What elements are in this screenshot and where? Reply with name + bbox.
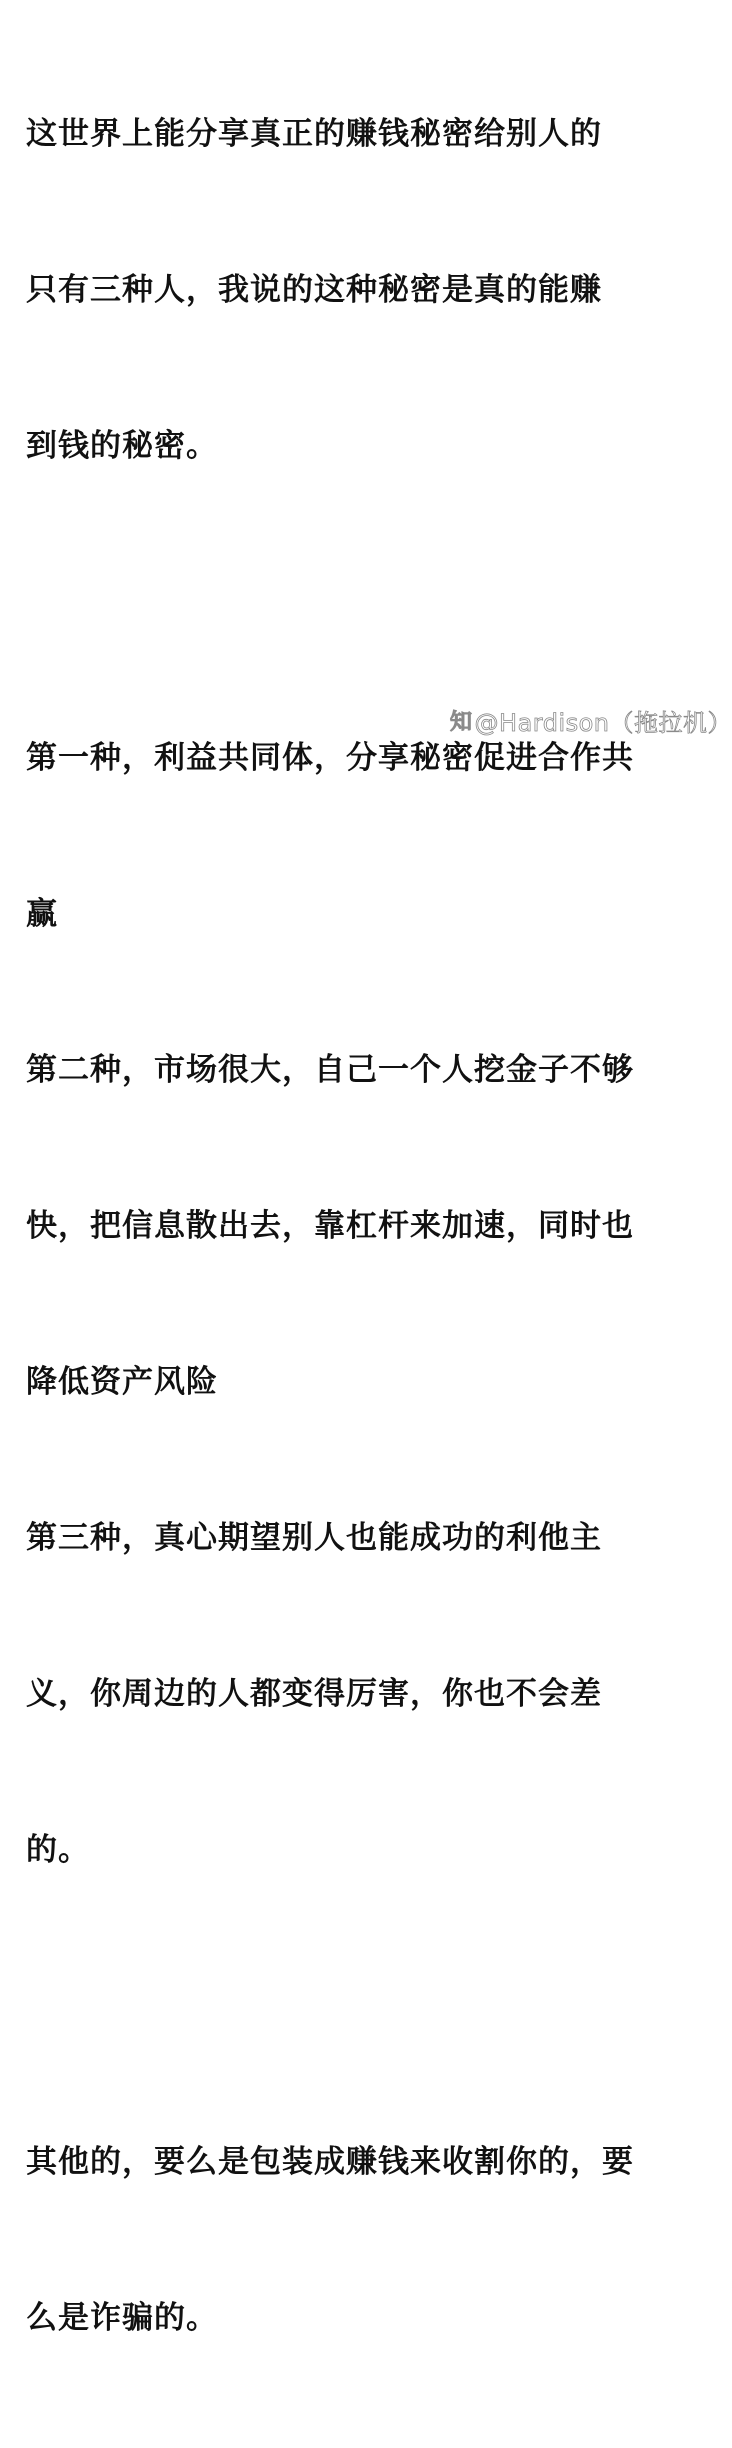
paragraph-gap: [26, 1980, 706, 2032]
text-line: 么是诈骗的。: [26, 2300, 218, 2336]
paragraph-three-types: [26, 628, 706, 1980]
text-line: 第一种，利益共同体，分享秘密促进合作共: [26, 740, 634, 776]
text-line: 义，你周边的人都变得厉害，你也不会差: [26, 1676, 602, 1712]
paragraph-conclusion: [26, 2032, 706, 2448]
text-line: 只有三种人，我说的这种秘密是真的能赚: [26, 272, 602, 308]
watermark-author: @Hardison（拖拉机）: [474, 709, 732, 737]
zhihu-logo-icon: 知: [450, 710, 473, 735]
text-line: 降低资产风险: [26, 1364, 218, 1400]
post-body: [26, 4, 706, 2448]
paragraph-intro: [26, 4, 706, 576]
text-line: 第三种，真心期望别人也能成功的利他主: [26, 1520, 602, 1556]
text-line: 到钱的秘密。: [26, 428, 218, 464]
paragraph-gap: [26, 576, 706, 628]
text-line: 快，把信息散出去，靠杠杆来加速，同时也: [26, 1208, 634, 1244]
text-line: 第二种，市场很大，自己一个人挖金子不够: [26, 1052, 634, 1088]
text-line: 的。: [26, 1832, 90, 1868]
text-line: 其他的，要么是包装成赚钱来收割你的，要: [26, 2144, 634, 2180]
watermark: [450, 708, 732, 738]
text-line: 这世界上能分享真正的赚钱秘密给别人的: [26, 116, 602, 152]
text-line: 赢: [26, 896, 58, 932]
